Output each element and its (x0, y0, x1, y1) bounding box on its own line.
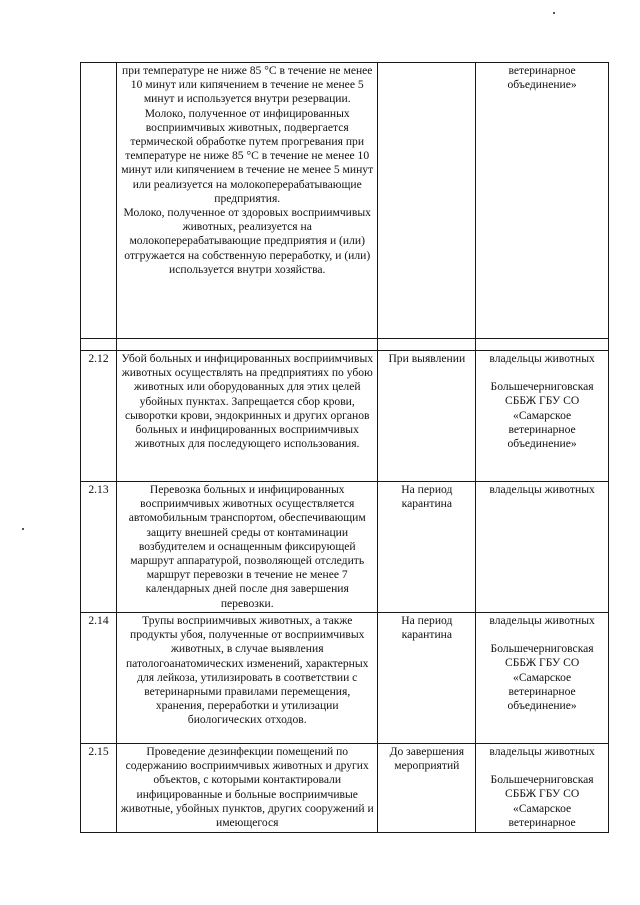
row-term: На период карантина (378, 613, 476, 744)
row-number: 2.12 (81, 351, 117, 482)
row-responsible (476, 351, 609, 482)
description-paragraph: при температуре не ниже 85 °С в течение не менее 10 минут или кипячением в течение не менее 5 минут и используется внутри резервации. (121, 64, 373, 106)
table-row (81, 351, 609, 482)
description-paragraph: Молоко, полученное от инфицированных восприимчивых животных, подвергается термической обработке путем прогревания при температуре не ниже 85 °С в течение не менее 10 минут или кипячением в течение не менее 5 минут или реализуется на молокоперерабатывающие предприятия. (121, 106, 374, 205)
responsible-line: владельцы животных (489, 745, 595, 758)
row-description (117, 744, 378, 833)
row-responsible (476, 63, 609, 339)
responsible-line: владельцы животных (489, 483, 595, 496)
responsible-line: Большечерниговская СББЖ ГБУ СО «Самарское ветеринарное объединение» (490, 642, 594, 713)
responsible-line: ветеринарное объединение» (507, 64, 577, 92)
row-description (117, 63, 378, 339)
table-row (81, 744, 609, 833)
row-term: При выявлении (378, 351, 476, 482)
row-term: До завершения мероприятий (378, 744, 476, 833)
description-paragraph: Молоко, полученное от здоровых восприимчивых животных, реализуется на молокоперерабатывающие предприятия и (или) отгружается на собственную переработку, и (или) используется внутри хозяйства. (123, 206, 371, 276)
row-description (117, 351, 378, 482)
responsible-line: владельцы животных (489, 352, 595, 365)
row-term: На период карантина (378, 482, 476, 613)
row-number: 2.14 (81, 613, 117, 744)
responsible-line: Большечерниговская СББЖ ГБУ СО «Самарское ветеринарное (490, 773, 594, 829)
row-description (117, 613, 378, 744)
table-row-spacer (81, 339, 609, 351)
scan-speck (553, 12, 555, 14)
table-row (81, 63, 609, 339)
row-number: 2.15 (81, 744, 117, 833)
scan-speck (22, 528, 24, 530)
row-description (117, 482, 378, 613)
table-row (81, 482, 609, 613)
row-responsible (476, 482, 609, 613)
table-row (81, 613, 609, 744)
row-responsible (476, 613, 609, 744)
row-number: 2.13 (81, 482, 117, 613)
responsible-line: владельцы животных (489, 614, 595, 627)
row-term (378, 63, 476, 339)
responsible-line: Большечерниговская СББЖ ГБУ СО «Самарское ветеринарное объединение» (490, 380, 594, 451)
row-responsible (476, 744, 609, 833)
description-paragraph: Перевозка больных и инфицированных восприимчивых животных осуществляется автомобильным транспортом, обеспечивающим защиту внешней среды от контаминации возбудителем и оснащенным фиксирующей маршрут аппаратурой, позволяющей отследить маршрут перевозки в течение не менее 7 календарных дней после дня завершения перевозки. (128, 483, 366, 610)
measures-table (80, 62, 609, 833)
row-number (81, 63, 117, 339)
description-paragraph: Убой больных и инфицированных восприимчивых животных осуществлять на предприятиях по убою животных или оборудованных для этих целей убойных пунктах. Запрещается сбор крови, сыворотки крови, эндокринных и других органов больных и инфицированных восприимчивых животных для последующего использования. (121, 352, 374, 451)
description-paragraph: Проведение дезинфекции помещений по содержанию восприимчивых животных и других объектов, с которыми контактировали инфицированные и больные восприимчивые животные, убойных пунктов, других сооружений и имеющегося (120, 745, 374, 830)
description-paragraph: Трупы восприимчивых животных, а также продукты убоя, полученные от восприимчивых животных, в случае выявления патологоанатомических изменений, характерных для лейкоза, утилизировать в соответствии с ветеринарными правилами перемещения, хранения, переработки и утилизации биологических отходов. (125, 614, 369, 727)
